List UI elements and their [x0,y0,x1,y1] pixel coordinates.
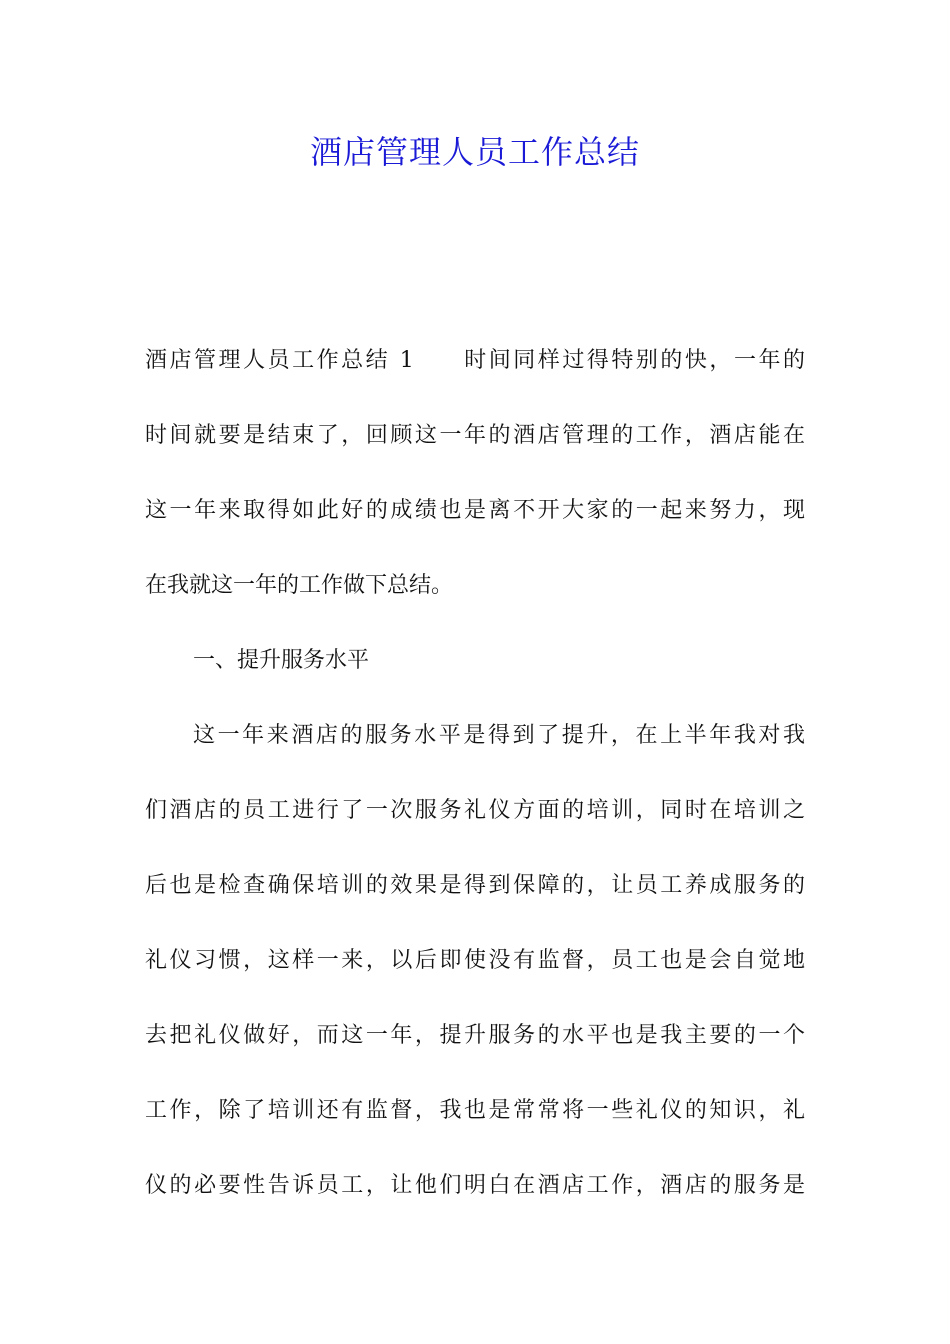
text-line: 在我就这一年的工作做下总结。 [145,573,454,598]
text-line [145,336,805,411]
section-heading: 一、提升服务水平 [193,648,370,673]
text-run: 时间同样过得特别的快，一年的 [461,348,805,373]
text-line: 礼仪习惯，这样一来，以后即使没有监督，员工也是会自觉地 [145,948,805,973]
text-line: 时间就要是结束了，回顾这一年的酒店管理的工作，酒店能在 [145,423,805,448]
document-title: 酒店管理人员工作总结 [309,133,640,171]
document-body [145,336,805,1236]
text-line: 这一年来取得如此好的成绩也是离不开大家的一起来努力，现 [145,498,805,523]
text-line: 工作，除了培训还有监督，我也是常常将一些礼仪的知识，礼 [145,1098,805,1123]
text-line: 后也是检查确保培训的效果是得到保障的，让员工养成服务的 [145,873,805,898]
text-line: 这一年来酒店的服务水平是得到了提升，在上半年我对我 [193,723,805,748]
text-line: 仪的必要性告诉员工，让他们明白在酒店工作，酒店的服务是 [145,1173,805,1198]
text-line: 去把礼仪做好，而这一年，提升服务的水平也是我主要的一个 [145,1023,805,1048]
text-line: 们酒店的员工进行了一次服务礼仪方面的培训，同时在培训之 [145,798,805,823]
section-heading-inline: 酒店管理人员工作总结 1 [145,348,414,373]
